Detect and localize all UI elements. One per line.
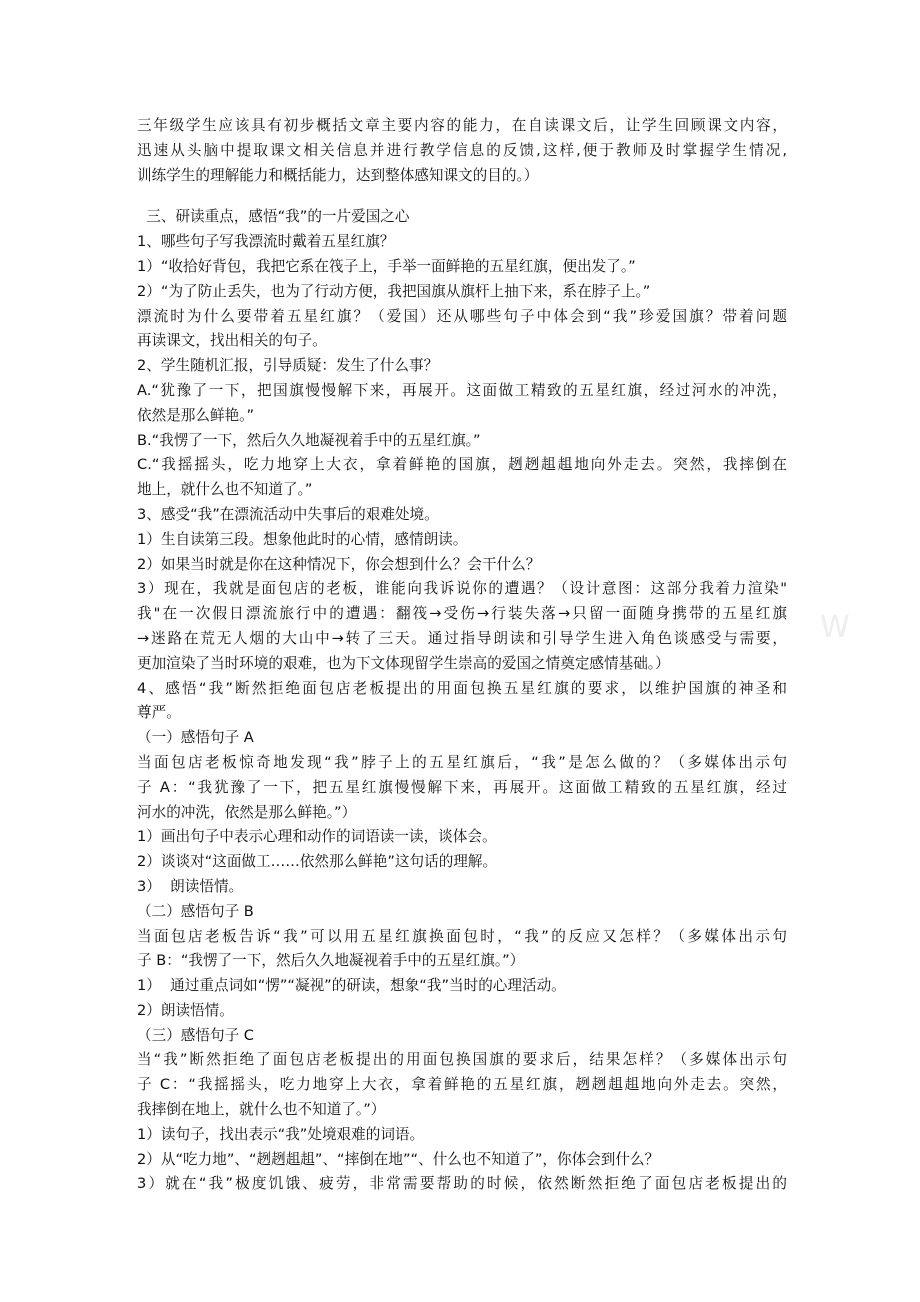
section-heading: 三、研读重点，感悟“我”的一片爱国之心 [137,208,410,226]
text-line-14: B.“我愣了一下，然后久久地凝视着手中的五星红旗。” [137,431,481,449]
text-line-16: 地上，就什么也不知道了。” [137,481,313,499]
text-line-22: →迷路在荒无人烟的大山中→转了三天。通过指导朗读和引导学生进入角色谈感受与需要， [137,629,787,647]
text-line-27: 当面包店老板惊奇地发现“我”脖子上的五星红旗后，“我”是怎么做的？（多媒体出示句 [137,753,787,771]
text-line-40: 子 C：“我摇摇头，吃力地穿上大衣，拿着鲜艳的五星红旗，趔趔趄趄地向外走去。突然， [137,1076,787,1094]
subheading-a: （一）感悟句子 A [137,729,254,747]
text-line-43: 2）从“吃力地”、“趔趔趄趄”、“摔倒在地”“、什么也不知道了”，你体会到什么？ [137,1150,660,1168]
text-line-35: 子 B：“我愣了一下，然后久久地凝视着手中的五星红旗。”） [137,952,525,970]
text-line-17: 3、感受“我”在漂流活动中失事后的艰难处境。 [137,505,439,523]
text-line-20: 3）现在，我就是面包店的老板，谁能向我诉说你的遭遇？（设计意图：这部分我着力渲染" [137,580,787,598]
text-line-1: 三年级学生应该具有初步概括文章主要内容的能力，在自读课文后，让学生回顾课文内容， [137,117,787,134]
text-line-2: 迅速从头脑中提取课文相关信息并进行教学信息的反馈,这样,便于教师及时掌握学生情况, [137,141,787,159]
text-line-25: 尊严。 [137,704,181,722]
text-line-15: C.“我摇摇头，吃力地穿上大衣，拿着鲜艳的国旗，趔趔趄趄地向外走去。突然，我摔倒在 [137,456,787,474]
text-line-36: 1） 通过重点词如“愣”“凝视”的研读，想象“我”当时的心理活动。 [137,977,566,995]
text-line-30: 1）画出句子中表示心理和动作的词语读一读，谈体会。 [137,828,497,846]
text-line-42: 1）读句子，找出表示“我”处境艰难的词语。 [137,1125,425,1143]
text-line-13: 依然是那么鲜艳。” [137,406,255,424]
subheading-b: （二）感悟句子 B [137,902,254,920]
watermark: W [820,610,852,645]
subheading-c: （三）感悟句子 C [137,1026,254,1044]
text-line-31: 2）谈谈对“这面做工……依然那么鲜艳”这句话的理解。 [137,853,498,871]
text-line-37: 2）朗读悟情。 [137,1001,234,1019]
text-line-29: 河水的冲洗，依然是那么鲜艳。”） [137,803,357,821]
text-line-3: 训练学生的理解能力和概括能力，达到整体感知课文的目的。） [137,166,539,184]
paragraph-gap [137,188,787,205]
text-line-10: 再读课文，找出相关的句子。 [137,332,327,350]
text-line-44: 3）就在“我”极度饥饿、疲劳，非常需要帮助的时候，依然断然拒绝了面包店老板提出的 [137,1175,787,1193]
text-line-41: 我摔倒在地上，就什么也不知道了。”） [137,1101,386,1119]
text-line-24: 4、感悟“我”断然拒绝面包店老板提出的用面包换五星红旗的要求，以维护国旗的神圣和 [137,679,787,697]
text-line-18: 1）生自读第三段。想象他此时的心情，感情朗读。 [137,530,468,548]
text-line-32: 3） 朗读悟情。 [137,877,244,895]
text-line-39: 当“我”断然拒绝了面包店老板提出的用面包换国旗的要求后，结果怎样？（多媒体出示句 [137,1051,787,1069]
text-line-12: A.“犹豫了一下，把国旗慢慢解下来，再展开。这面做工精致的五星红旗，经过河水的冲洗， [137,381,787,399]
text-line-11: 2、学生随机汇报，引导质疑：发生了什么事？ [137,357,439,375]
text-line-23: 更加渲染了当时环境的艰难，也为下文体现留学生崇高的爱国之情奠定感情基础。） [137,654,670,672]
text-line-21: 我"在一次假日漂流旅行中的遭遇：翻筏→受伤→行装失落→只留一面随身携带的五星红旗 [137,605,787,623]
text-line-28: 子 A：“我犹豫了一下，把五星红旗慢慢解下来，再展开。这面做工精致的五星红旗，经过 [137,778,787,796]
text-line-19: 2）如果当时就是你在这种情况下，你会想到什么？会干什么？ [137,555,541,573]
text-line-6: 1、哪些句子写我漂流时戴着五星红旗？ [137,233,395,251]
text-line-9: 漂流时为什么要带着五星红旗？（爱国）还从哪些句子中体会到“我”珍爱国旗？带着问题 [137,307,787,325]
document-body [137,114,787,1197]
text-line-34: 当面包店老板告诉“我”可以用五星红旗换面包时，“我”的反应又怎样？（多媒体出示句 [137,927,787,945]
text-line-7: 1）“收拾好背包，我把它系在筏子上，手举一面鲜艳的五星红旗，便出发了。” [137,257,636,275]
text-line-8: 2）“为了防止丢失，也为了行动方便，我把国旗从旗杆上抽下来，系在脖子上。” [137,282,651,300]
